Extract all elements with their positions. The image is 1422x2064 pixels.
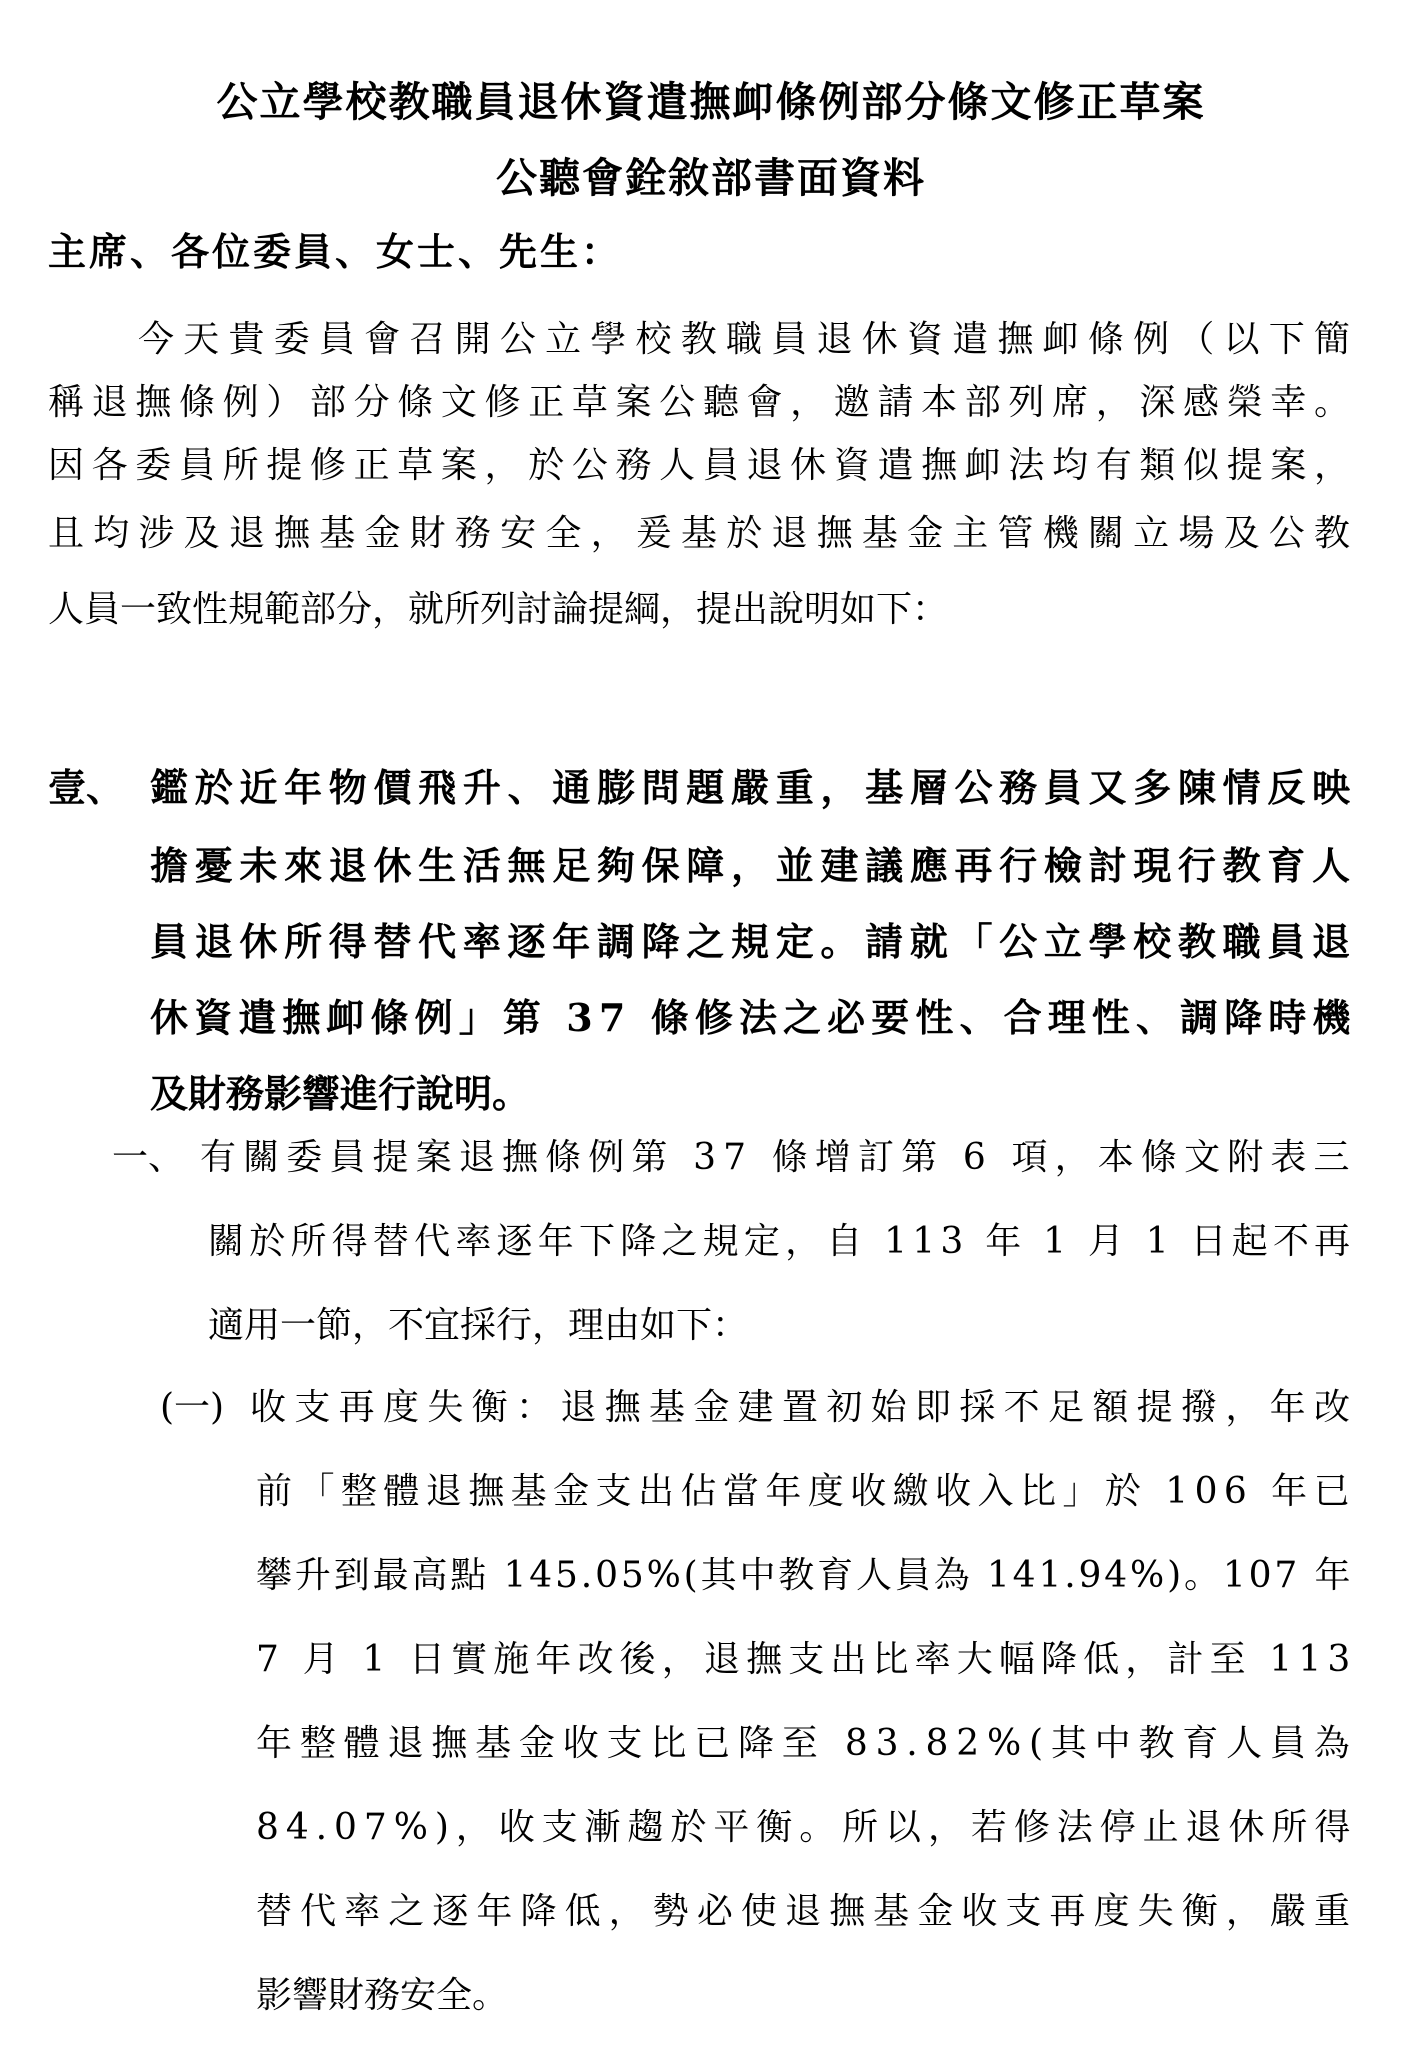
section-line: 員退休所得替代率逐年調降之規定。請就「公立學校教職員退 xyxy=(150,919,1357,964)
intro-line: 今天貴委員會召開公立學校教職員退休資遣撫卹條例（以下簡 xyxy=(138,319,1360,360)
subitem-line: 替代率之逐年降低，勢必使退撫基金收支再度失衡，嚴重 xyxy=(256,1891,1359,1932)
subitem-line: 影響財務安全。 xyxy=(256,1975,509,2016)
subitem-line: 前「整體退撫基金支出佔當年度收繳收入比」於 106 年已 xyxy=(256,1471,1357,1512)
subitem-line: 年整體退撫基金收支比已降至 83.82%(其中教育人員為 xyxy=(256,1723,1358,1764)
section-line: 鑑於近年物價飛升、通膨問題嚴重，基層公務員又多陳情反映 xyxy=(150,765,1357,810)
item-line: 適用一節，不宜採行，理由如下： xyxy=(208,1305,749,1346)
intro-line: 因各委員所提修正草案，於公務人員退休資遣撫卹法均有類似提案， xyxy=(48,445,1358,486)
intro-line: 且均涉及退撫基金財務安全，爰基於退撫基金主管機關立場及公教 xyxy=(48,513,1360,554)
intro-line: 人員一致性規範部分，就所列討論提綱，提出說明如下： xyxy=(48,589,949,630)
section-line: 休資遣撫卹條例」第 37 條修法之必要性、合理性、調降時機 xyxy=(150,995,1357,1040)
subitem-line: 收支再度失衡：退撫基金建置初始即採不足額提撥，年改 xyxy=(250,1387,1359,1428)
item-line: 關於所得替代率逐年下降之規定，自 113 年 1 月 1 日起不再 xyxy=(208,1221,1356,1262)
section-line: 及財務影響進行說明。 xyxy=(150,1071,531,1116)
section-line: 擔憂未來退休生活無足夠保障，並建議應再行檢討現行教育人 xyxy=(150,843,1357,888)
intro-line: 稱退撫條例）部分條文修正草案公聽會，邀請本部列席，深感榮幸。 xyxy=(48,382,1358,423)
subitem-line: 攀升到最高點 145.05%(其中教育人員為 141.94%)。107 年 xyxy=(256,1555,1354,1596)
item-marker: 一、 xyxy=(112,1137,185,1178)
subitem-marker: (一) xyxy=(160,1387,225,1428)
salutation: 主席、各位委員、女士、先生： xyxy=(48,229,623,274)
item-line: 有關委員提案退撫條例第 37 條增訂第 6 項，本條文附表三 xyxy=(200,1137,1357,1178)
document-subtitle: 公聽會銓敘部書面資料 xyxy=(496,154,926,202)
section-marker: 壹、 xyxy=(48,765,125,810)
subitem-line: 7 月 1 日實施年改後，退撫支出比率大幅降低，計至 113 xyxy=(256,1639,1357,1680)
subitem-line: 84.07%)，收支漸趨於平衡。所以，若修法停止退休所得 xyxy=(256,1807,1358,1848)
document-title: 公立學校教職員退休資遣撫卹條例部分條文修正草案 xyxy=(216,78,1206,126)
